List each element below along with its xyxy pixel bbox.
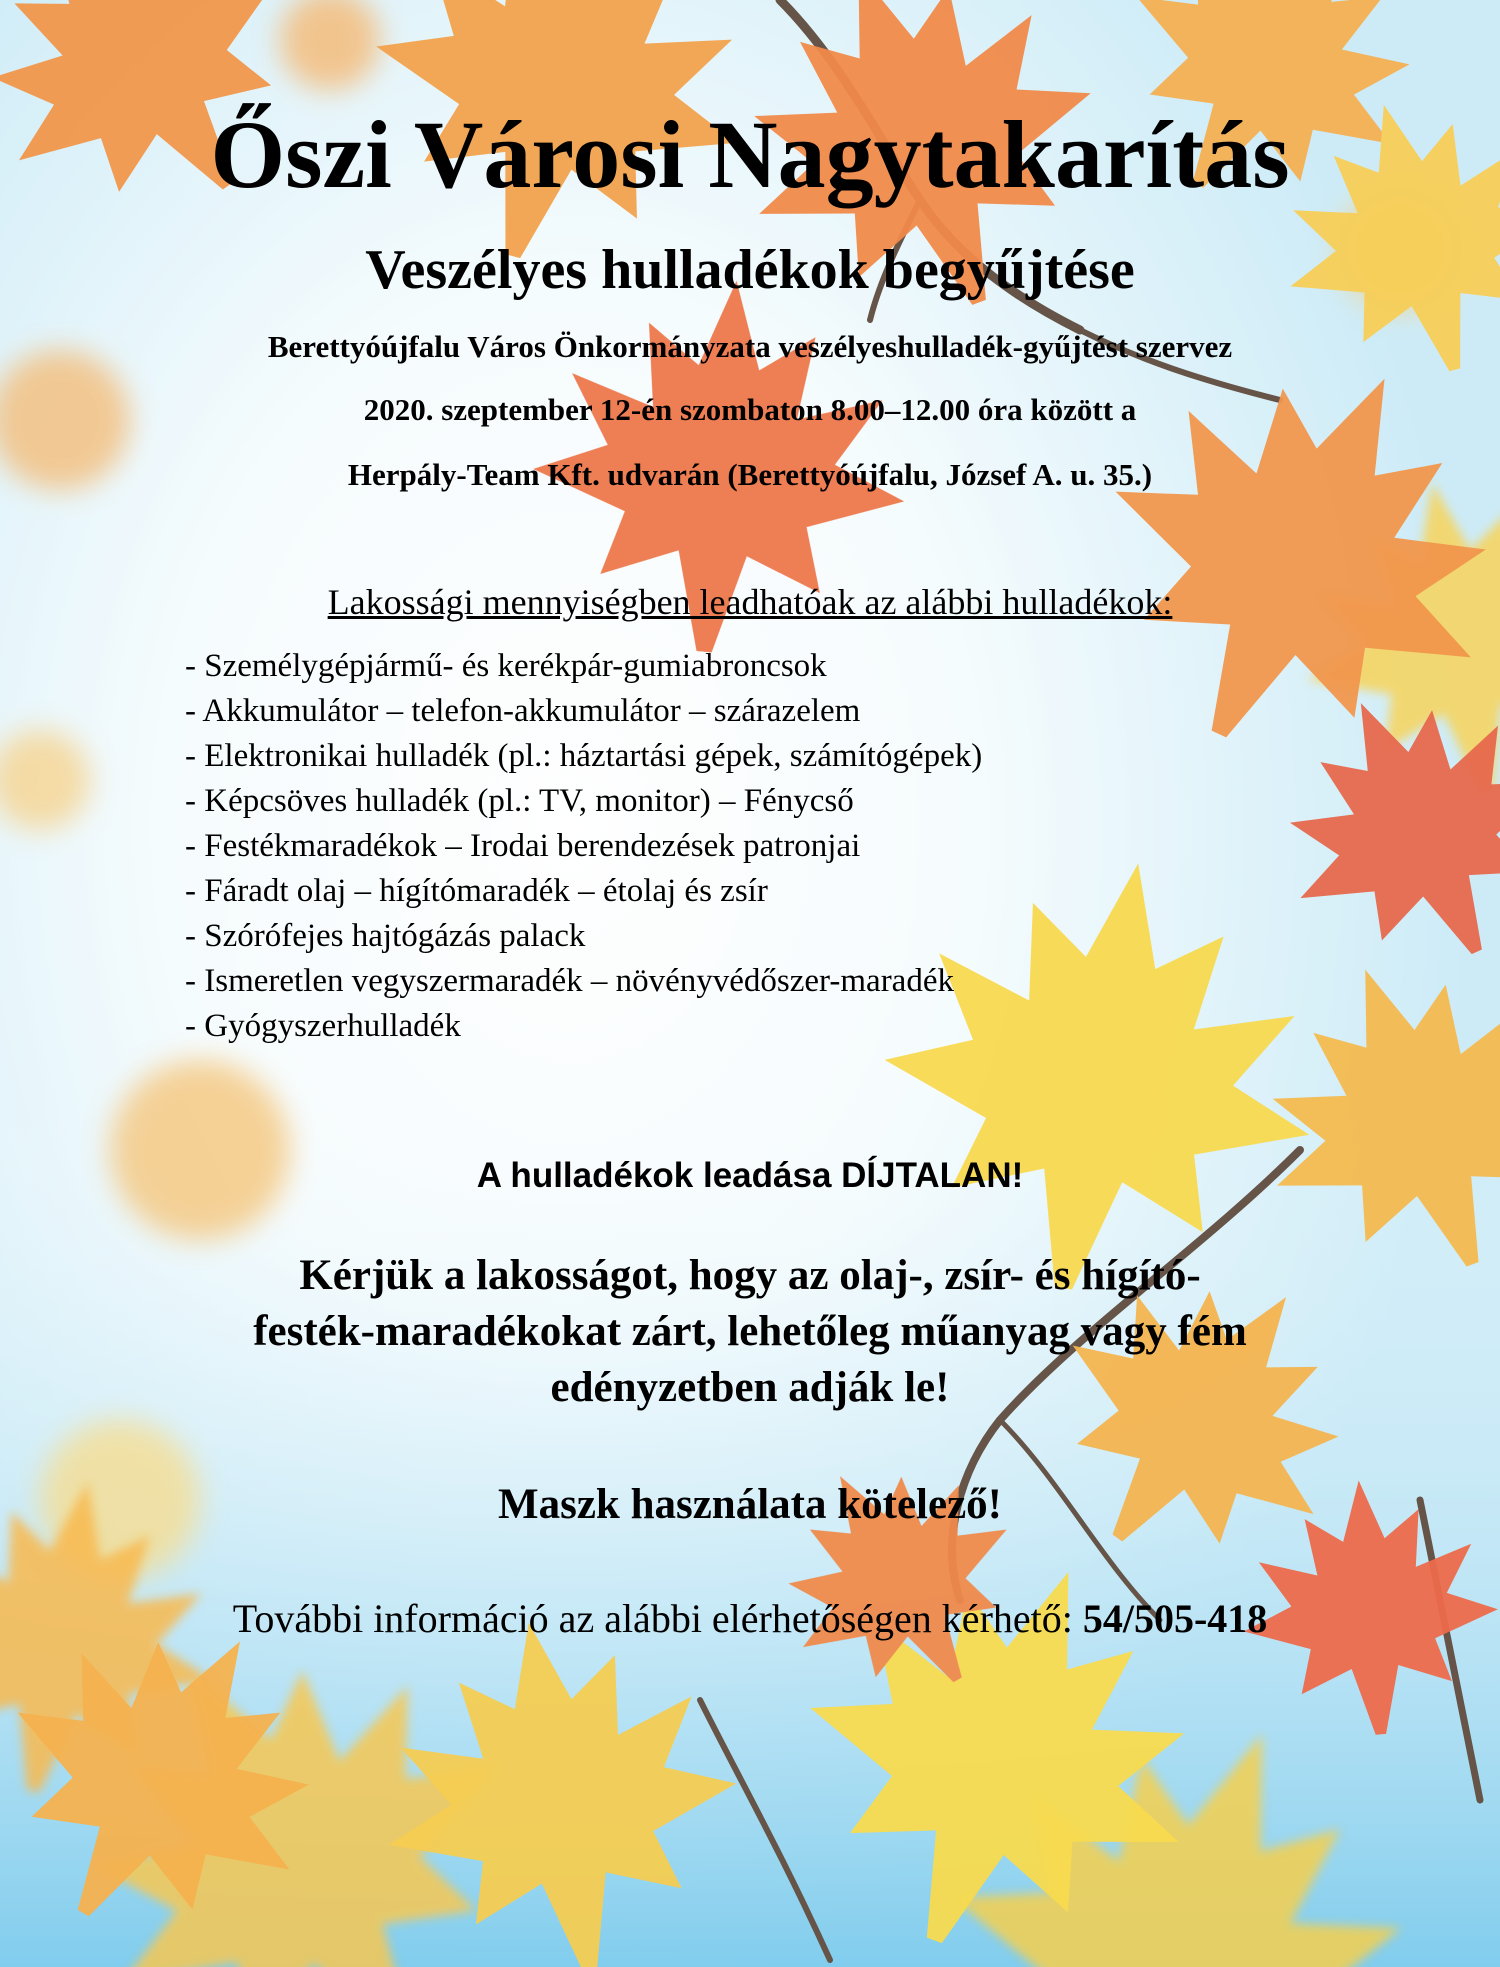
location-line: Herpály-Team Kft. udvarán (Berettyóújfalu, József A. u. 35.) <box>347 457 1153 492</box>
request-line: Kérjük a lakosságot, hogy az olaj-, zsír- és hígító- <box>299 1252 1201 1299</box>
request-line: festék-maradékokat zárt, lehetőleg műanyag vagy fém <box>253 1308 1247 1355</box>
poster-subtitle: Veszélyes hulladékok begyűjtése <box>365 239 1135 301</box>
list-item: - Elektronikai hulladék (pl.: háztartási gépek, számítógépek) <box>185 738 983 774</box>
list-item: - Gyógyszerhulladék <box>185 1008 461 1044</box>
waste-list <box>185 644 982 1049</box>
info-line <box>0 1594 1500 1644</box>
request-notice <box>0 1248 1500 1416</box>
mask-notice: Maszk használata kötelező! <box>498 1481 1002 1528</box>
list-item: - Festékmaradékok – Irodai berendezések patronjai <box>185 828 861 864</box>
list-intro: Lakossági mennyiségben leadhatóak az alábbi hulladékok: <box>327 582 1173 622</box>
info-text: További információ az alábbi elérhetőségen kérhető: <box>232 1596 1073 1641</box>
list-item: - Fáradt olaj – hígítómaradék – étolaj és zsír <box>185 873 768 909</box>
free-notice: A hulladékok leadása DÍJTALAN! <box>476 1156 1024 1195</box>
phone-number: 54/505-418 <box>1082 1596 1268 1641</box>
list-item: - Személygépjármű- és kerékpár-gumiabroncsok <box>185 648 827 684</box>
organizer-line: Berettyóújfalu Város Önkormányzata veszélyeshulladék-gyűjtést szervez <box>267 329 1233 364</box>
list-item: - Képcsöves hulladék (pl.: TV, monitor) – Fénycső <box>185 783 854 819</box>
list-item: - Akkumulátor – telefon-akkumulátor – szárazelem <box>185 693 861 729</box>
date-line: 2020. szeptember 12-én szombaton 8.00–12.00 óra között a <box>363 392 1137 427</box>
list-item: - Ismeretlen vegyszermaradék – növényvédőszer-maradék <box>185 963 954 999</box>
list-item: - Szórófejes hajtógázás palack <box>185 918 586 954</box>
request-line: edényzetben adják le! <box>550 1364 950 1411</box>
poster-title: Őszi Városi Nagytakarítás <box>210 101 1290 208</box>
